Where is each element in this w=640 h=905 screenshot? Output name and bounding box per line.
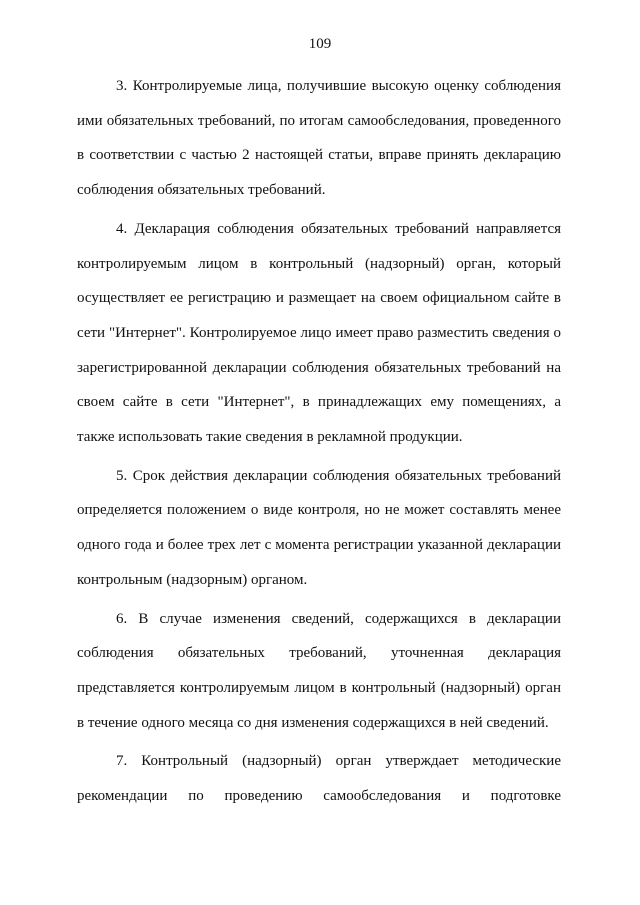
paragraph-4: 4. Декларация соблюдения обязательных требований направляется контролируемым лицом в контрольный (надзорный) орган, который осуществляет ее регистрацию и размещает на своем официальном сайте в сети "Интернет". Контролируемое лицо имеет право разместить сведения о зарегистрированной декларации соблюдения обязательных требований на своем сайте в сети "Интернет", в принадлежащих ему помещениях, а также использовать такие сведения в рекламной продукции.	[77, 220, 561, 446]
document-body	[77, 69, 561, 818]
paragraph-6: 6. В случае изменения сведений, содержащихся в декларации соблюдения обязательных требований, уточненная декларация представляется контролируемым лицом в контрольный (надзорный) орган в течение одного месяца со дня изменения содержащихся в ней сведений.	[77, 610, 561, 731]
page-number: 109	[308, 36, 332, 52]
paragraph-7: 7. Контрольный (надзорный) орган утверждает методические рекомендации по проведению самообследования и подготовке	[77, 753, 561, 805]
paragraph-3: 3. Контролируемые лица, получившие высокую оценку соблюдения ими обязательных требований, по итогам самообследования, проведенного в соответствии с частью 2 настоящей статьи, вправе принять декларацию соблюдения обязательных требований.	[77, 78, 561, 199]
paragraph-5: 5. Срок действия декларации соблюдения обязательных требований определяется положением о виде контроля, но не может составлять менее одного года и более трех лет с момента регистрации указанной декларации контрольным (надзорным) органом.	[77, 467, 561, 588]
